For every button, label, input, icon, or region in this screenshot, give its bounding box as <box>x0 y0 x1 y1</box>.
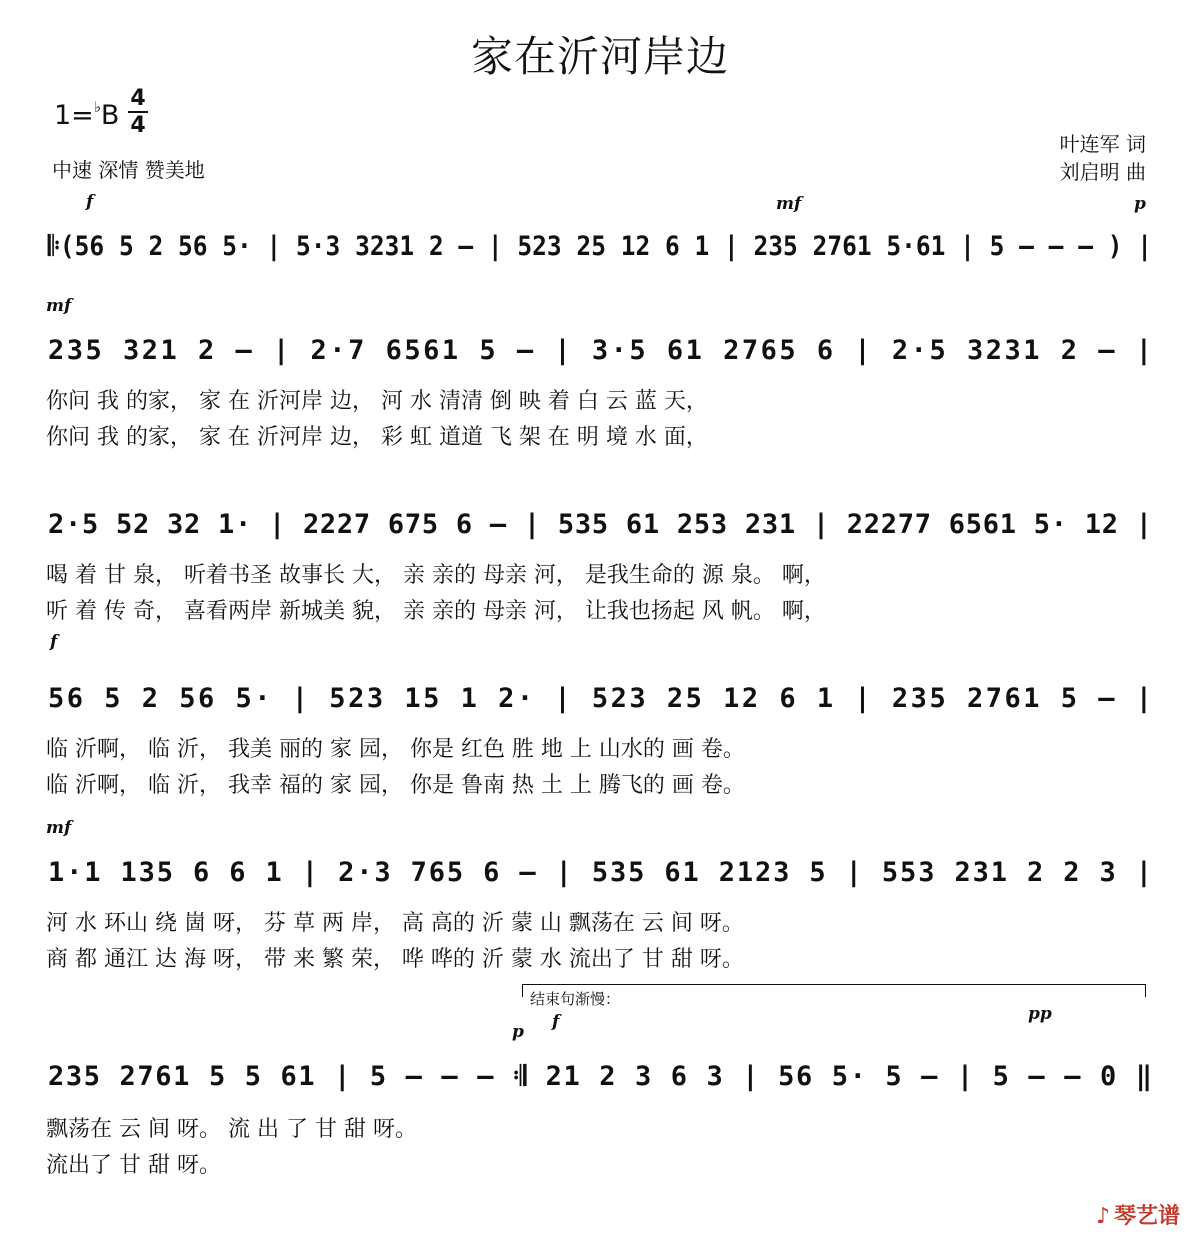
lyric-line: 你问 我 的家， 家 在 沂河岸 边， 河 水 清清 倒 映 着 白 云 蓝 天， <box>46 389 708 414</box>
dynamic-mark: p <box>512 1022 524 1042</box>
site-watermark: ♪ 琴艺谱 <box>1095 1203 1180 1229</box>
lyric-line: 流出了 甘 甜 呀。 <box>46 1153 221 1178</box>
notation-text: 235 321 2 – | 2·7 6561 5 – | 3·5 61 2765 6 | 2·5 3231 2 – | <box>48 335 1153 366</box>
notation-text: 1·1 135 6 6 1 | 2·3 765 6 – | 535 61 2123 5 | 553 231 2 2 3 | <box>48 857 1152 888</box>
notation-line <box>0 854 1200 888</box>
dynamic-mark: mf <box>776 194 802 214</box>
flat-icon: ♭ <box>93 98 101 116</box>
page-title: 家在沂河岸边 <box>470 32 729 81</box>
logo-icon: ♪ <box>1095 1203 1110 1229</box>
ending-annotation: 结束句渐慢： <box>530 990 621 1008</box>
dynamic-mark: f <box>86 192 94 212</box>
dynamic-mark: f <box>552 1012 560 1032</box>
lyric-line: 河 水 环山 绕 崮 呀， 芬 草 两 岸， 高 高的 沂 蒙 山 飘荡在 云 间 呀。 <box>46 911 744 936</box>
notation-system <box>0 1058 1200 1092</box>
notation-system <box>0 228 1200 262</box>
dynamic-mark: mf <box>46 818 72 838</box>
dynamic-mark: p <box>1134 194 1146 214</box>
dynamic-mark: mf <box>46 296 72 316</box>
notation-system <box>0 506 1200 540</box>
notation-line <box>0 228 1200 262</box>
time-signature: 4 4 <box>126 86 150 138</box>
notation-text: 56 5 2 56 5· | 523 15 1 2· | 523 25 12 6 1 | 235 2761 5 – | <box>48 683 1153 714</box>
key-signature: 1=♭B <box>54 98 120 131</box>
lyric-line: 听 着 传 奇， 喜看两岸 新城美 貌， 亲 亲的 母亲 河， 让我也扬起 风 帆。 啊， <box>46 599 826 624</box>
notation-system <box>0 680 1200 714</box>
lyric-line: 商 都 通江 达 海 呀， 带 来 繁 荣， 哗 哗的 沂 蒙 水 流出了 甘 甜 呀。 <box>46 947 744 972</box>
notation-text: 235 2761 5 5 61 | 5 – – – 𝄇 21 2 3 6 3 | 56 5· 5 – | 5 – – 0 ‖ <box>48 1061 1152 1092</box>
lyric-line: 临 沂啊， 临 沂， 我美 丽的 家 园， 你是 红色 胜 地 上 山水的 画 卷。 <box>46 737 745 762</box>
lyricist-credit: 叶连军 词 <box>1059 132 1146 156</box>
composer-credit: 刘启明 曲 <box>1059 160 1146 184</box>
tempo-marking: 中速 深情 赞美地 <box>52 158 205 182</box>
notation-line <box>0 332 1200 366</box>
lyric-line: 你问 我 的家， 家 在 沂河岸 边， 彩 虹 道道 飞 架 在 明 境 水 面， <box>46 425 708 450</box>
notation-system <box>0 332 1200 366</box>
dynamic-mark: pp <box>1028 1004 1052 1024</box>
lyric-line: 喝 着 甘 泉， 听着书圣 故事长 大， 亲 亲的 母亲 河， 是我生命的 源 泉。 啊， <box>46 563 826 588</box>
notation-text: 𝄆(56 5 2 56 5· | 5·3 3231 2 – | 523 25 12 6 1 | 235 2761 5·61 | 5 – – – ) | <box>47 231 1152 262</box>
notation-line <box>0 1058 1200 1092</box>
notation-line <box>0 680 1200 714</box>
dynamic-mark: f <box>50 632 58 652</box>
notation-line <box>0 506 1200 540</box>
lyric-line: 临 沂啊， 临 沂， 我幸 福的 家 园， 你是 鲁南 热 土 上 腾飞的 画 卷。 <box>46 773 745 798</box>
lyric-line: 飘荡在 云 间 呀。 流 出 了 甘 甜 呀。 <box>46 1117 417 1142</box>
notation-text: 2·5 52 32 1· | 2227 675 6 – | 535 61 253 231 | 22277 6561 5· 12 | <box>48 509 1152 540</box>
notation-system <box>0 854 1200 888</box>
